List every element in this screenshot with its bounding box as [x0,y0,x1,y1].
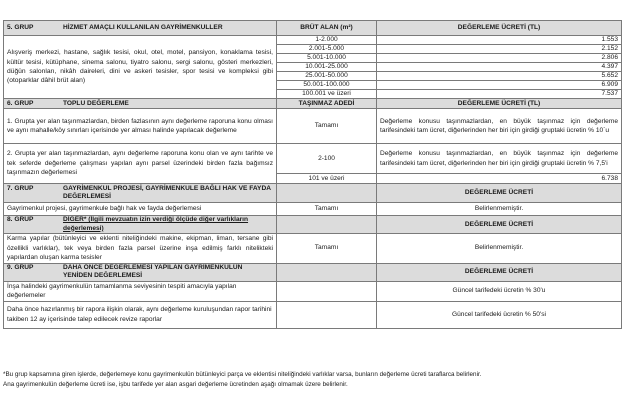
group6-item1-row [4,109,622,144]
group6-number: 6. GRUP [7,99,34,107]
group5-fee-0: 1.553 [377,36,622,45]
group5-header [4,21,622,36]
group5-description: Alışveriş merkezi, hastane, sağlık tesisi, okul, otel, motel, pansiyon, konaklama tesisi, kültür tesisi, kütüphane, sinema salonu, tiyatro salonu, sergi salonu, gösteri merkezleri, düğün salonları, nikâh daireleri, dini ve askeri tesisler, spor tesisi ve kompleksi gibi (otoparklar dâhil brüt alan) [4,36,277,99]
group5-title: HİZMET AMAÇLI KULLANILAN GAYRİMENKULLER [63,24,223,31]
group5-area-3: 10.001-25.000 [277,63,377,72]
group5-fee-6: 7.537 [377,90,622,99]
group8-header [4,216,622,234]
group6-item3-count: 101 ve üzeri [277,174,377,184]
group9-fee-header: DEĞERLEME ÜCRETİ [377,263,622,281]
group9-item1-desc: İnşa halindeki gayrimenkulün tamamlanma seviyesinin tespiti amacıyla yapılan değerlemeler [4,281,277,301]
group6-item1-count: Tamamı [277,109,377,144]
fee-table-wrapper [3,20,621,329]
footnotes [3,370,621,390]
group5-title-cell [4,21,277,36]
group7-title: GAYRİMENKUL PROJESİ, GAYRİMENKULE BAĞLI HAK VE FAYDA DEĞERLEMESİ [63,184,271,200]
group9-title: DAHA ÖNCE DEĞERLEMESİ YAPILAN GAYRİMENKULÜN YENİDEN DEĞERLEMESİ [63,263,243,279]
group8-fee: Belirlenmemiştir. [377,234,622,264]
group6-item2-desc: 2. Grupta yer alan taşınmazlardan, aynı değerleme raporuna konu olan ve aynı tarihte ve tek seferde değerleme çalışması yapılan aynı parsel üzerindeki birden fazla bağımsız taşınmazın değerlemesi [4,144,277,184]
group9-item2-row [4,301,622,328]
group6-item1-desc: 1. Grupta yer alan taşınmazlardan, birden fazlasının aynı değerleme raporuna konu olması ve aynı mahalle/köy sınırları içerisinde yer alması halinde yapılacak değerleme [4,109,277,144]
group5-area-5: 50.001-100.000 [277,81,377,90]
group9-header [4,263,622,281]
footnote-asterisk: *Bu grup kapsamına giren işlerde, değerlemeye konu gayrimenkulün bütünleyici parça ve eklentisi niteliğindeki varlıklar varsa, bunların değerleme ücreti taraflarca belirlenir. [3,371,482,378]
group9-item2-fee: Güncel tarifedeki ücretin % 50'si [377,301,622,328]
group6-fee-header: DEĞERLEME ÜCRETİ (TL) [377,99,622,109]
group9-number: 9. GRUP [7,263,34,271]
group9-title-cell [4,263,277,281]
group7-fee: Belirlenmemiştir. [377,203,622,216]
group5-fee-3: 4.397 [377,63,622,72]
group6-item2-row [4,144,622,174]
group8-empty-header [277,216,377,234]
group7-fee-header: DEĞERLEME ÜCRETİ [377,184,622,203]
group5-area-0: 1-2.000 [277,36,377,45]
group7-header [4,184,622,203]
group6-item2-fee: Değerleme konusu taşınmazlardan, en büyük taşınmaz için değerleme tarifesindeki tam ücret, diğerlerinden her biri için girdiği gruptaki ücretin % 7,5'i [377,144,622,174]
group8-title: DİĞER* (İlgili mevzuatın izin verdiği ölçüde diğer varlıkların değerlemesi) [63,216,249,232]
group6-count-header: TAŞINMAZ ADEDİ [277,99,377,109]
group5-fee-header: DEĞERLEME ÜCRETİ (TL) [377,21,622,36]
group5-fee-1: 2.152 [377,45,622,54]
group5-area-4: 25.001-50.000 [277,72,377,81]
group7-empty-header [277,184,377,203]
group6-title-cell [4,99,277,109]
valuation-fee-table [3,20,622,329]
group5-number: 5. GRUP [7,24,34,31]
group9-item2-count [277,301,377,328]
group7-desc: Gayrimenkul projesi, gayrimenkule bağlı hak ve fayda değerlemesi [4,203,277,216]
group9-item2-desc: Daha önce hazırlanmış bir rapora ilişkin olarak, aynı değerleme kuruluşundan rapor tarihini takiben 12 ay içerisinde talep edilecek revize raporlar [4,301,277,328]
group8-fee-header: DEĞERLEME ÜCRETİ [377,216,622,234]
group7-title-cell [4,184,277,203]
group9-item1-fee: Güncel tarifedeki ücretin % 30'u [377,281,622,301]
group5-fee-2: 2.806 [377,54,622,63]
group5-row [4,36,622,45]
group5-area-2: 5.001-10.000 [277,54,377,63]
group5-fee-4: 5.652 [377,72,622,81]
group6-header [4,99,622,109]
group6-item1-fee: Değerleme konusu taşınmazlardan, en büyük taşınmaz için değerleme tarifesindeki tam ücret, diğerlerinden her biri için girdiği gruptaki ücretin % 10´u [377,109,622,144]
group5-area-header: BRÜT ALAN (m²) [277,21,377,36]
group8-count: Tamamı [277,234,377,264]
group5-fee-5: 6.909 [377,81,622,90]
group8-row [4,234,622,264]
group9-item1-count [277,281,377,301]
group7-count: Tamamı [277,203,377,216]
group9-item1-row [4,281,622,301]
group8-number: 8. GRUP [7,216,34,223]
group7-row [4,203,622,216]
group5-area-1: 2.001-5.000 [277,45,377,54]
footnote-summary: Ana gayrimenkulün değerleme ücreti ise, işbu tarifede yer alan asgari değerleme ücretinden aşağı olmamak üzere belirlenir. [3,381,348,388]
group8-desc: Karma yapılar (bütünleyici ve eklenti niteliğindeki makine, ekipman, liman, tersane gibi özellikli varlıklar), tek veya birden fazla parsel üzerine inşa edilmiş farklı nitelikteki yapılardan oluşan karma tesisler [4,234,277,264]
group6-item2-count: 2-100 [277,144,377,174]
group6-title: TOPLU DEĞERLEME [63,99,129,107]
group8-title-cell [4,216,277,234]
group9-empty-header [277,263,377,281]
group5-area-6: 100.001 ve üzeri [277,90,377,99]
group6-item3-fee: 6.738 [377,174,622,184]
group7-number: 7. GRUP [7,184,34,192]
